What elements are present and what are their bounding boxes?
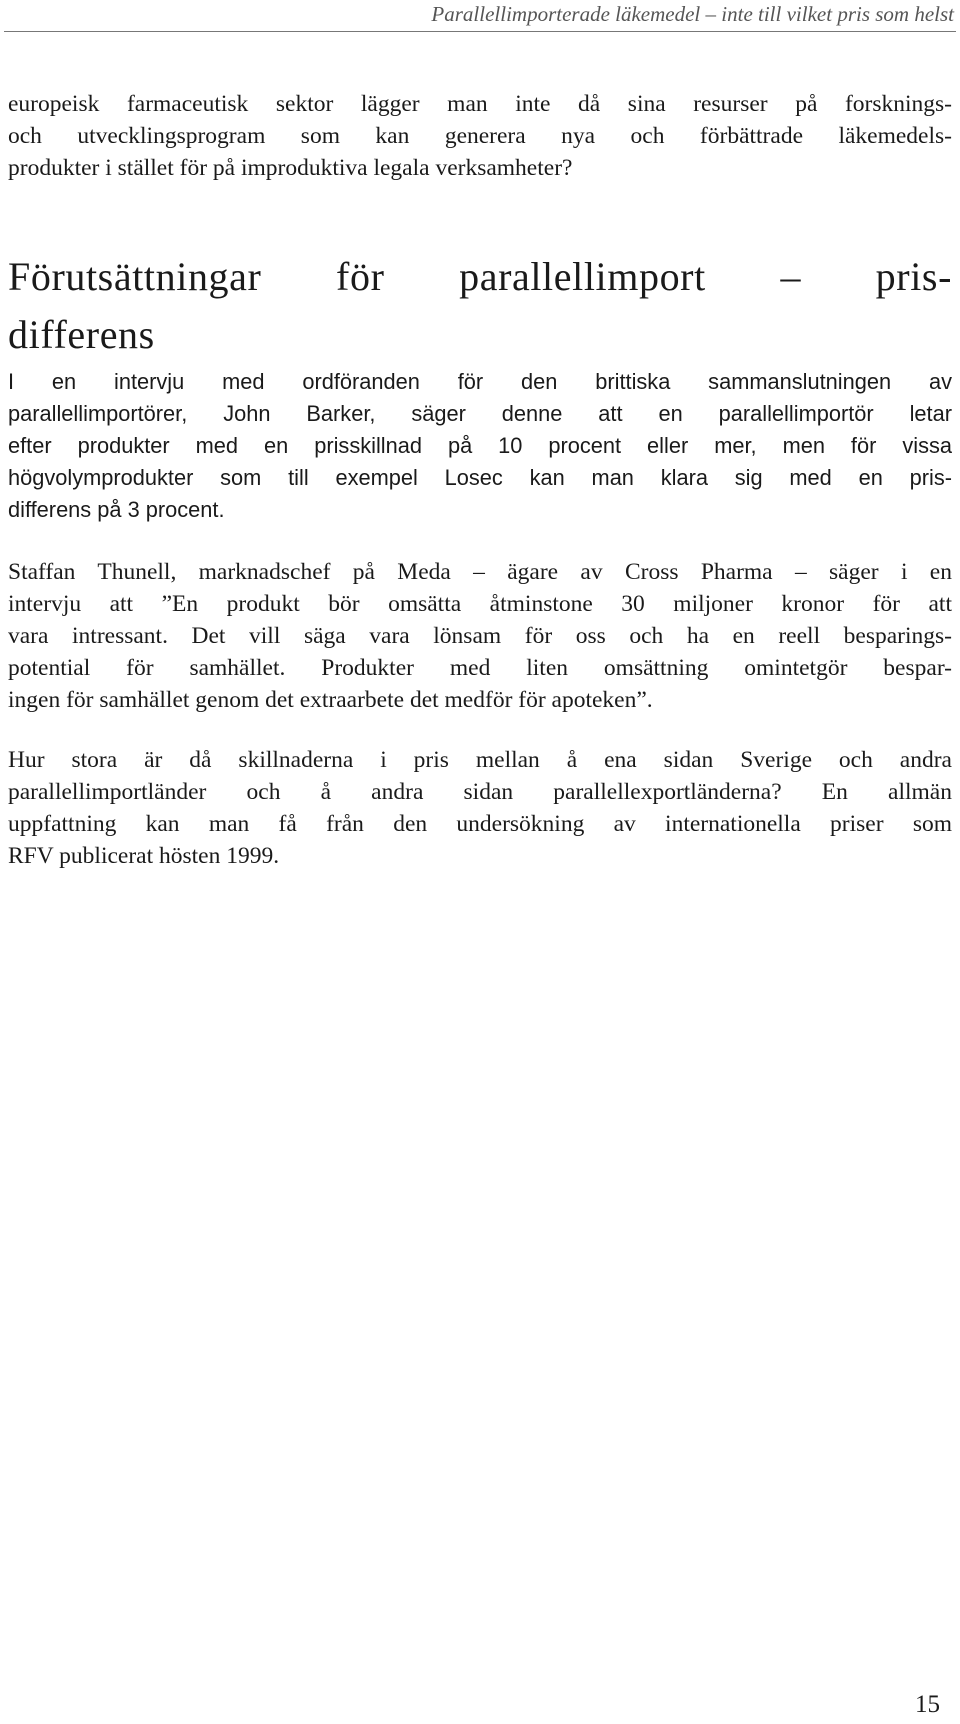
paragraph-thunell bbox=[8, 556, 952, 716]
paragraph-line: europeisk farmaceutisk sektor lägger man inte då sina resurser på forsknings- bbox=[8, 91, 952, 117]
intro-paragraph bbox=[8, 88, 952, 184]
heading-line: Förutsättningar för parallellimport – pris- bbox=[8, 254, 952, 299]
running-header: Parallellimporterade läkemedel – inte till vilket pris som helst bbox=[431, 2, 954, 26]
header-rule bbox=[4, 31, 956, 32]
paragraph-line: differens på 3 procent. bbox=[8, 497, 225, 522]
paragraph-line: parallellimportörer, John Barker, säger denne att en parallellimportör letar bbox=[8, 401, 952, 426]
paragraph-line: vara intressant. Det vill säga vara lönsam för oss och ha en reell besparings- bbox=[8, 623, 952, 649]
paragraph-barker bbox=[8, 366, 952, 526]
paragraph-line: Staffan Thunell, marknadschef på Meda – ägare av Cross Pharma – säger i en bbox=[8, 559, 952, 585]
paragraph-line: och utvecklingsprogram som kan generera nya och förbättrade läkemedels- bbox=[8, 123, 952, 149]
paragraph-price-differences bbox=[8, 744, 952, 872]
paragraph-line: potential för samhället. Produkter med liten omsättning omintetgör bespar- bbox=[8, 655, 952, 681]
paragraph-line: RFV publicerat hösten 1999. bbox=[8, 843, 280, 869]
paragraph-line: parallellimportländer och å andra sidan parallellexportländerna? En allmän bbox=[8, 779, 952, 805]
page-number: 15 bbox=[915, 1691, 940, 1718]
paragraph-line: efter produkter med en prisskillnad på 10 procent eller mer, men för vissa bbox=[8, 433, 952, 458]
paragraph-line: I en intervju med ordföranden för den brittiska sammanslutningen av bbox=[8, 369, 952, 394]
heading-line: differens bbox=[8, 312, 155, 357]
section-heading bbox=[8, 248, 952, 364]
paragraph-line: intervju att ”En produkt bör omsätta åtminstone 30 miljoner kronor för att bbox=[8, 591, 952, 617]
paragraph-line: produkter i stället för på improduktiva legala verksamheter? bbox=[8, 155, 573, 181]
paragraph-line: uppfattning kan man få från den undersökning av internationella priser som bbox=[8, 811, 952, 837]
paragraph-line: Hur stora är då skillnaderna i pris mellan å ena sidan Sverige och andra bbox=[8, 747, 952, 773]
paragraph-line: ingen för samhället genom det extraarbete det medför för apoteken”. bbox=[8, 687, 653, 713]
paragraph-line: högvolymprodukter som till exempel Losec kan man klara sig med en pris- bbox=[8, 465, 952, 490]
